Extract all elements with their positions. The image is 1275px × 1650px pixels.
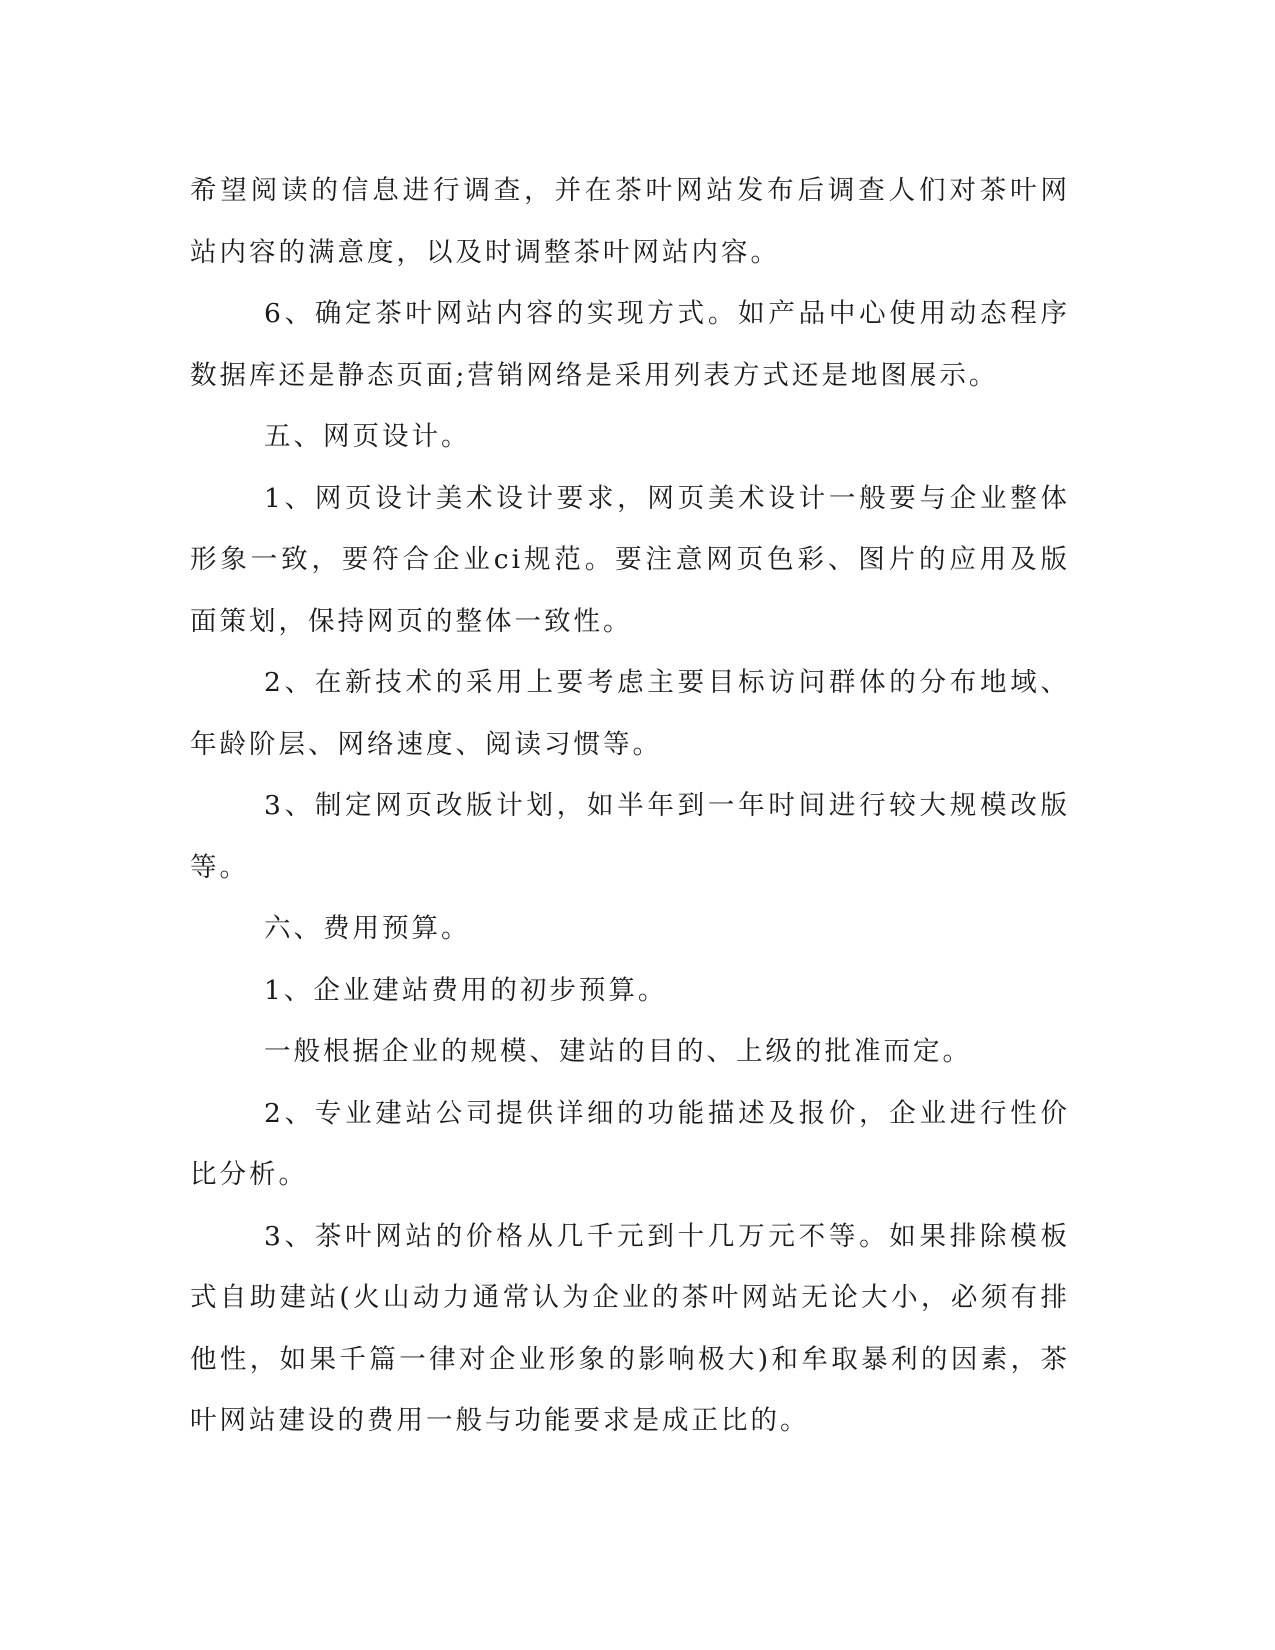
paragraph-budget-note: 一般根据企业的规模、建站的目的、上级的批准而定。 bbox=[264, 1036, 972, 1067]
paragraph-budget-1: 1、企业建站费用的初步预算。 bbox=[264, 974, 668, 1006]
paragraph-design-1: 1、网页设计美术设计要求，网页美术设计一般要与企业整体形象一致，要符合企业ci规范。要注意网页色彩、图片的应用及版面策划，保持网页的整体一致性。 bbox=[190, 482, 1070, 637]
section-heading-budget: 六、费用预算。 bbox=[264, 913, 471, 944]
paragraph-design-3: 3、制定网页改版计划，如半年到一年时间进行较大规模改版等。 bbox=[190, 790, 1070, 883]
paragraph-budget-3: 3、茶叶网站的价格从几千元到十几万元不等。如果排除模板式自助建站(火山动力通常认为企业的茶叶网站无论大小，必须有排他性，如果千篇一律对企业形象的影响极大)和牟取暴利的因素，茶叶网站建设的费用一般与功能要求是成正比的。 bbox=[190, 1220, 1070, 1436]
paragraph-design-2: 2、在新技术的采用上要考虑主要目标访问群体的分布地域、年龄阶层、网络速度、阅读习惯等。 bbox=[190, 667, 1070, 760]
paragraph-survey: 希望阅读的信息进行调查，并在茶叶网站发布后调查人们对茶叶网站内容的满意度，以及时调整茶叶网站内容。 bbox=[190, 175, 1070, 268]
document-body bbox=[190, 160, 1070, 1452]
section-heading-web-design: 五、网页设计。 bbox=[264, 421, 471, 452]
paragraph-budget-2: 2、专业建站公司提供详细的功能描述及报价，企业进行性价比分析。 bbox=[190, 1097, 1070, 1190]
paragraph-item-6: 6、确定茶叶网站内容的实现方式。如产品中心使用动态程序数据库还是静态页面;营销网络是采用列表方式还是地图展示。 bbox=[190, 298, 1070, 391]
